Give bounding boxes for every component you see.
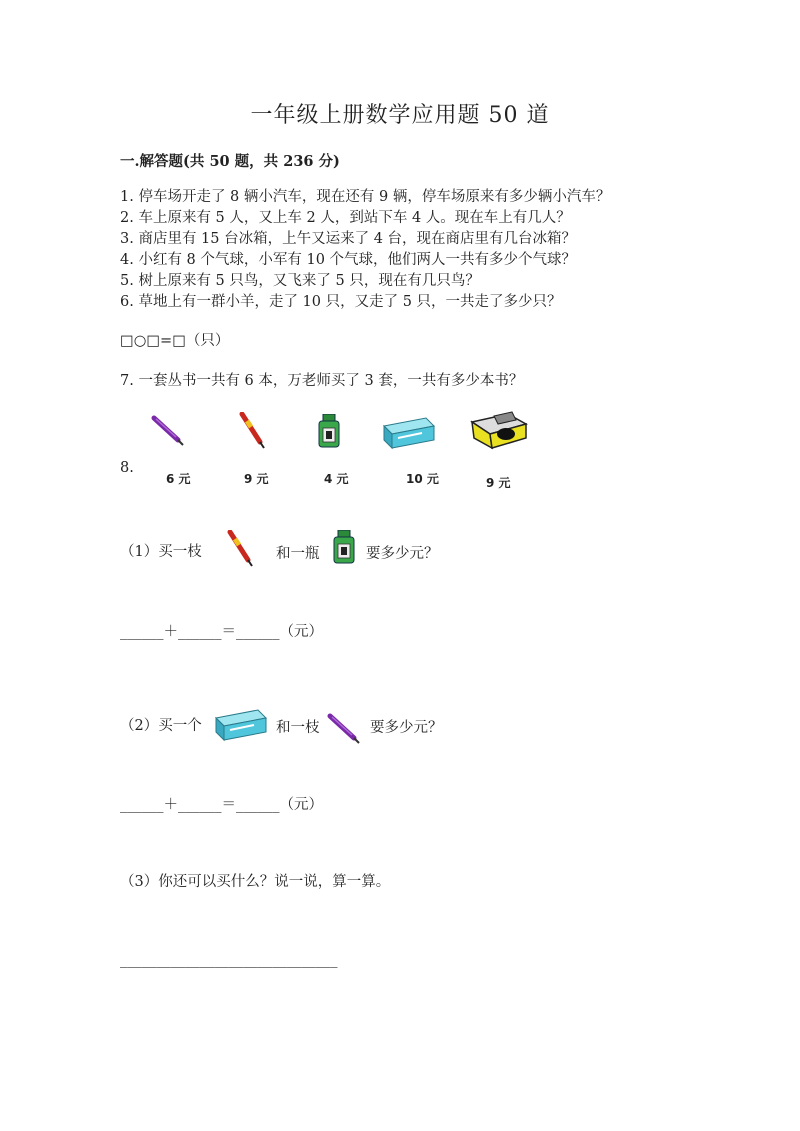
- sub1-prefix: （1）买一枝: [120, 544, 202, 560]
- red-pen-icon: [238, 412, 272, 454]
- purple-pen-icon: [150, 414, 190, 452]
- price-purple-pen: 6 元: [166, 472, 191, 486]
- sub2-suffix: 要多少元？: [370, 720, 443, 736]
- question-1: 1. 停车场开走了 8 辆小汽车，现在还有 9 辆，停车场原来有多少辆小汽车？: [120, 189, 611, 205]
- ink-bottle-icon: [333, 530, 357, 566]
- purple-pen-icon: [326, 712, 366, 750]
- sub1-suffix: 要多少元？: [366, 546, 439, 562]
- sub2-prefix: （2）买一个: [120, 718, 202, 734]
- sub3-answer-line: ______________________________: [120, 952, 338, 968]
- price-red-pen: 9 元: [244, 472, 269, 486]
- question-7: 7. 一套丛书一共有 6 本，万老师买了 3 套，一共有多少本书？: [120, 373, 524, 389]
- section-header: 一.解答题(共 50 题，共 236 分): [120, 153, 340, 170]
- question-2: 2. 车上原来有 5 人，又上车 2 人，到站下车 4 人。现在车上有几人？: [120, 210, 571, 226]
- ink-bottle-icon: [318, 414, 342, 450]
- question-6-answer-template: □○□=□（只）: [120, 333, 230, 349]
- sub1-equation: ______＋______＝______（元）: [120, 624, 323, 640]
- question-3: 3. 商店里有 15 台冰箱，上午又运来了 4 台，现在商店里有几台冰箱？: [120, 231, 577, 247]
- sub2-middle: 和一枝: [276, 720, 320, 736]
- question-5: 5. 树上原来有 5 只鸟，又飞来了 5 只，现在有几只鸟？: [120, 273, 480, 289]
- question-8-label: 8.: [120, 460, 134, 476]
- question-6: 6. 草地上有一群小羊，走了 10 只，又走了 5 只，一共走了多少只？: [120, 294, 562, 310]
- page-title: 一年级上册数学应用题 50 道: [250, 103, 550, 128]
- pencil-case-icon: [214, 708, 270, 744]
- price-ink-bottle: 4 元: [324, 472, 349, 486]
- sub1-middle: 和一瓶: [276, 546, 320, 562]
- sub3-question: （3）你还可以买什么？说一说，算一算。: [120, 874, 391, 890]
- price-pencil-case: 10 元: [406, 472, 439, 486]
- pencil-case-icon: [382, 416, 438, 452]
- sharpener-icon: [468, 408, 530, 452]
- sub2-equation: ______＋______＝______（元）: [120, 797, 323, 813]
- price-sharpener: 9 元: [486, 476, 511, 490]
- question-4: 4. 小红有 8 个气球，小军有 10 个气球，他们两人一共有多少个气球？: [120, 252, 577, 268]
- red-pen-icon: [226, 530, 260, 572]
